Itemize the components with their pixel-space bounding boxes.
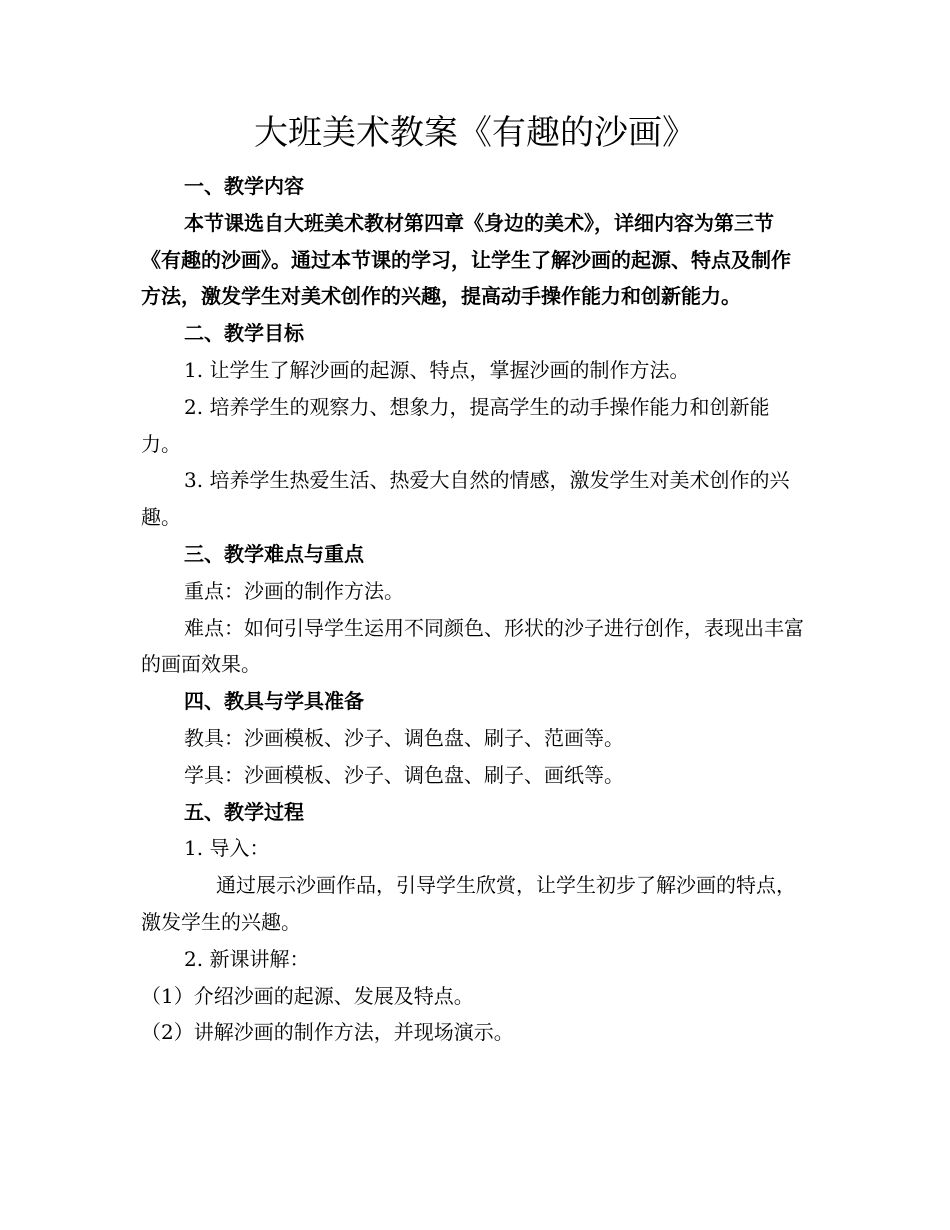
content-paragraph: 本节课选自大班美术教材第四章《身边的美术》，详细内容为第三节《有趣的沙画》。通过本节课的学习，让学生了解沙画的起源、特点及制作方法，激发学生对美术创作的兴趣，提高动手操作能力和创新能力。: [141, 210, 791, 309]
document-title: 大班美术教案《有趣的沙画》: [254, 113, 696, 153]
section-heading-objectives: 二、教学目标: [184, 321, 304, 346]
objective-item-3: 3. 培养学生热爱生活、热爱大自然的情感，激发学生对美术创作的兴趣。: [141, 468, 790, 530]
step-1-label: 1. 导入：: [184, 836, 270, 861]
objective-item-2: 2. 培养学生的观察力、想象力，提高学生的动手操作能力和创新能力。: [141, 394, 770, 456]
step-1-text: 通过展示沙画作品，引导学生欣赏，让学生初步了解沙画的特点，激发学生的兴趣。: [141, 873, 796, 934]
section-heading-process: 五、教学过程: [184, 799, 304, 824]
key-point: 重点：沙画的制作方法。: [184, 578, 404, 603]
step-2-item-1: （1）介绍沙画的起源、发展及特点。: [141, 983, 474, 1008]
section-heading-materials: 四、教具与学具准备: [184, 689, 364, 714]
difficulty-point: 难点：如何引导学生运用不同颜色、形状的沙子进行创作，表现出丰富的画面效果。: [141, 615, 804, 677]
step-2-item-2: （2）讲解沙画的制作方法，并现场演示。: [141, 1020, 514, 1045]
document-body: [141, 168, 807, 1051]
objective-item-1: 1. 让学生了解沙画的起源、特点，掌握沙画的制作方法。: [184, 357, 690, 382]
section-heading-key-points: 三、教学难点与重点: [184, 541, 364, 566]
step-2-label: 2. 新课讲解：: [184, 946, 310, 971]
teacher-materials: 教具：沙画模板、沙子、调色盘、刷子、范画等。: [184, 725, 624, 750]
student-materials: 学具：沙画模板、沙子、调色盘、刷子、画纸等。: [184, 762, 624, 787]
section-heading-content: 一、教学内容: [184, 174, 304, 198]
